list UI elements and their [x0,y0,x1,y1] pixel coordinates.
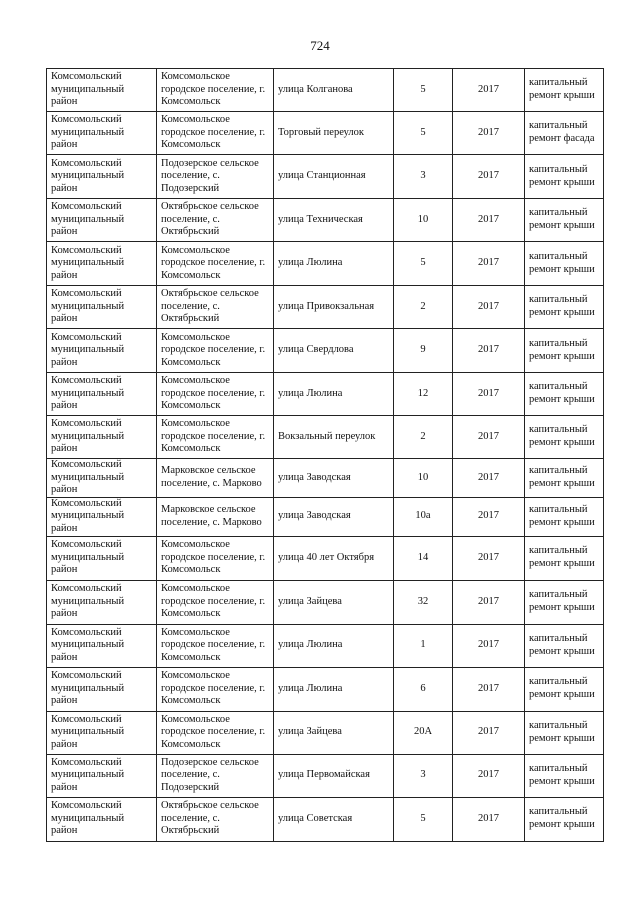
house-number-cell: 20А [394,711,453,754]
year-cell: 2017 [453,155,525,199]
house-number-cell: 5 [394,242,453,286]
district-cell: Комсомольский муниципальный район [47,624,157,667]
year-cell: 2017 [453,373,525,416]
table-row [47,667,604,711]
work-type-cell: капитальный ремонт крыши [525,667,604,711]
work-type-cell: капитальный ремонт крыши [525,797,604,841]
street-cell: улица Привокзальная [274,286,394,329]
house-number-cell: 10 [394,199,453,242]
district-cell: Комсомольский муниципальный район [47,459,157,498]
table-row [47,329,604,373]
settlement-cell: Октябрьское сельское поселение, с. Октябрьский [157,797,274,841]
year-cell: 2017 [453,624,525,667]
street-cell: улица Колганова [274,69,394,112]
year-cell: 2017 [453,497,525,536]
table-row [47,416,604,459]
year-cell: 2017 [453,580,525,624]
settlement-cell: Октябрьское сельское поселение, с. Октябрьский [157,286,274,329]
work-type-cell: капитальный ремонт крыши [525,459,604,498]
year-cell: 2017 [453,459,525,498]
table-row [47,155,604,199]
settlement-cell: Комсомольское городское поселение, г. Комсомольск [157,711,274,754]
table-row [47,373,604,416]
settlement-cell: Комсомольское городское поселение, г. Комсомольск [157,112,274,155]
street-cell: Торговый переулок [274,112,394,155]
district-cell: Комсомольский муниципальный район [47,286,157,329]
work-type-cell: капитальный ремонт крыши [525,286,604,329]
work-type-cell: капитальный ремонт крыши [525,624,604,667]
house-number-cell: 10а [394,497,453,536]
house-number-cell: 2 [394,416,453,459]
street-cell: улица Зайцева [274,711,394,754]
year-cell: 2017 [453,667,525,711]
work-type-cell: капитальный ремонт крыши [525,536,604,580]
house-number-cell: 14 [394,536,453,580]
house-number-cell: 12 [394,373,453,416]
district-cell: Комсомольский муниципальный район [47,711,157,754]
year-cell: 2017 [453,112,525,155]
house-number-cell: 5 [394,797,453,841]
work-type-cell: капитальный ремонт крыши [525,329,604,373]
street-cell: улица Советская [274,797,394,841]
table-row [47,580,604,624]
year-cell: 2017 [453,286,525,329]
work-type-cell: капитальный ремонт крыши [525,373,604,416]
street-cell: улица Люлина [274,242,394,286]
table-row [47,797,604,841]
district-cell: Комсомольский муниципальный район [47,329,157,373]
housing-repair-table [46,68,604,842]
year-cell: 2017 [453,242,525,286]
district-cell: Комсомольский муниципальный район [47,69,157,112]
work-type-cell: капитальный ремонт крыши [525,711,604,754]
district-cell: Комсомольский муниципальный район [47,373,157,416]
settlement-cell: Подозерское сельское поселение, с. Подозерский [157,754,274,797]
district-cell: Комсомольский муниципальный район [47,416,157,459]
house-number-cell: 2 [394,286,453,329]
settlement-cell: Комсомольское городское поселение, г. Комсомольск [157,624,274,667]
district-cell: Комсомольский муниципальный район [47,155,157,199]
settlement-cell: Подозерское сельское поселение, с. Подозерский [157,155,274,199]
district-cell: Комсомольский муниципальный район [47,242,157,286]
table-row [47,459,604,498]
street-cell: улица Люлина [274,624,394,667]
house-number-cell: 10 [394,459,453,498]
work-type-cell: капитальный ремонт крыши [525,199,604,242]
street-cell: улица 40 лет Октября [274,536,394,580]
settlement-cell: Комсомольское городское поселение, г. Комсомольск [157,329,274,373]
street-cell: улица Станционная [274,155,394,199]
year-cell: 2017 [453,199,525,242]
street-cell: улица Первомайская [274,754,394,797]
street-cell: Вокзальный переулок [274,416,394,459]
settlement-cell: Комсомольское городское поселение, г. Комсомольск [157,536,274,580]
table-row [47,711,604,754]
table-row [47,286,604,329]
district-cell: Комсомольский муниципальный район [47,754,157,797]
settlement-cell: Комсомольское городское поселение, г. Комсомольск [157,667,274,711]
work-type-cell: капитальный ремонт фасада [525,112,604,155]
table-row [47,624,604,667]
year-cell: 2017 [453,711,525,754]
work-type-cell: капитальный ремонт крыши [525,416,604,459]
house-number-cell: 5 [394,112,453,155]
year-cell: 2017 [453,416,525,459]
table-row [47,112,604,155]
work-type-cell: капитальный ремонт крыши [525,754,604,797]
district-cell: Комсомольский муниципальный район [47,112,157,155]
settlement-cell: Комсомольское городское поселение, г. Комсомольск [157,69,274,112]
street-cell: улица Свердлова [274,329,394,373]
table-body [47,69,604,842]
table-row [47,69,604,112]
house-number-cell: 3 [394,155,453,199]
house-number-cell: 32 [394,580,453,624]
house-number-cell: 6 [394,667,453,711]
settlement-cell: Комсомольское городское поселение, г. Комсомольск [157,373,274,416]
work-type-cell: капитальный ремонт крыши [525,497,604,536]
house-number-cell: 9 [394,329,453,373]
street-cell: улица Техническая [274,199,394,242]
table-row [47,242,604,286]
district-cell: Комсомольский муниципальный район [47,580,157,624]
year-cell: 2017 [453,754,525,797]
year-cell: 2017 [453,69,525,112]
house-number-cell: 1 [394,624,453,667]
work-type-cell: капитальный ремонт крыши [525,69,604,112]
work-type-cell: капитальный ремонт крыши [525,580,604,624]
district-cell: Комсомольский муниципальный район [47,536,157,580]
table-row [47,754,604,797]
settlement-cell: Марковское сельское поселение, с. Марково [157,459,274,498]
street-cell: улица Люлина [274,667,394,711]
street-cell: улица Заводская [274,497,394,536]
settlement-cell: Комсомольское городское поселение, г. Комсомольск [157,416,274,459]
table-row [47,497,604,536]
work-type-cell: капитальный ремонт крыши [525,155,604,199]
work-type-cell: капитальный ремонт крыши [525,242,604,286]
settlement-cell: Комсомольское городское поселение, г. Комсомольск [157,242,274,286]
settlement-cell: Комсомольское городское поселение, г. Комсомольск [157,580,274,624]
street-cell: улица Заводская [274,459,394,498]
settlement-cell: Марковское сельское поселение, с. Марково [157,497,274,536]
year-cell: 2017 [453,536,525,580]
settlement-cell: Октябрьское сельское поселение, с. Октябрьский [157,199,274,242]
year-cell: 2017 [453,797,525,841]
street-cell: улица Зайцева [274,580,394,624]
table-row [47,536,604,580]
district-cell: Комсомольский муниципальный район [47,199,157,242]
district-cell: Комсомольский муниципальный район [47,797,157,841]
house-number-cell: 5 [394,69,453,112]
district-cell: Комсомольский муниципальный район [47,497,157,536]
street-cell: улица Люлина [274,373,394,416]
house-number-cell: 3 [394,754,453,797]
district-cell: Комсомольский муниципальный район [47,667,157,711]
table-row [47,199,604,242]
page-number: 724 [310,38,330,53]
year-cell: 2017 [453,329,525,373]
